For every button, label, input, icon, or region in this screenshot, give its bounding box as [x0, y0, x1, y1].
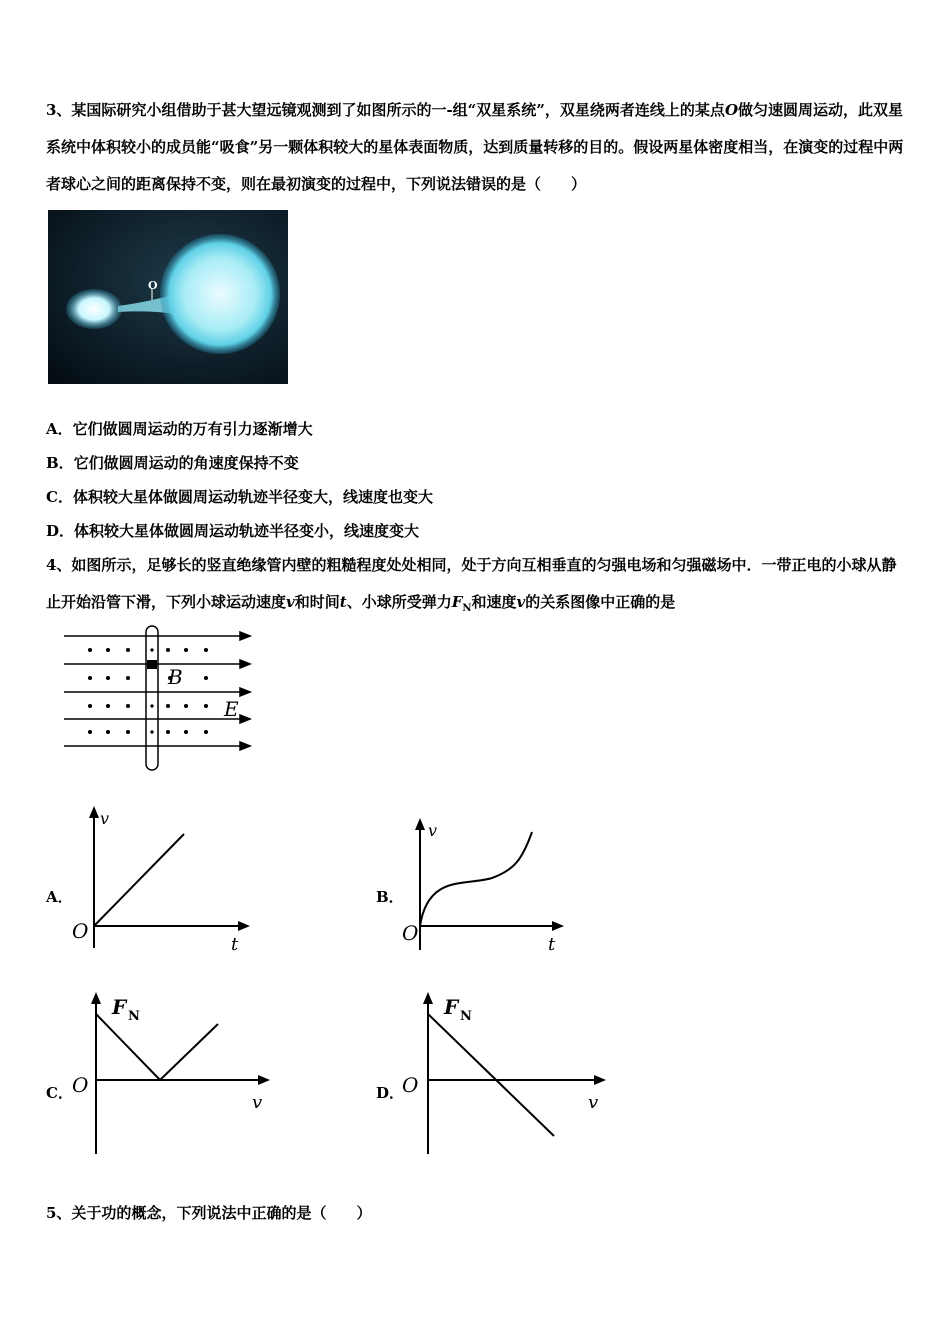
- graph-c-ylabel-sub: N: [128, 1009, 140, 1024]
- graph-d-origin: O: [402, 1073, 419, 1097]
- graph-b-origin: O: [402, 921, 419, 945]
- graph-a-ylabel: v: [100, 809, 110, 828]
- graph-c: [70, 988, 280, 1158]
- graph-b-svg: [396, 814, 576, 954]
- graph-b-curve: [420, 832, 532, 926]
- insulating-tube: [146, 626, 158, 770]
- q3-text-rest: 做匀速圆周运动，此双星系统中体积较小的成员能“吸食”另一颗体积较大的星体表面物质，达到质量转移的目的。假设两星体密度相当，在演变的过程中两者球心之间的距离保持不变，则在最初演变的过程中，下列说法错误的是（ ）: [46, 101, 904, 193]
- graph-a-curve: [94, 834, 184, 926]
- charged-ball: [147, 660, 157, 669]
- field-diagram: [60, 622, 260, 778]
- q3-option-a[interactable]: A．它们做圆周运动的万有引力逐渐增大: [46, 420, 313, 438]
- label-b-field: B: [168, 665, 183, 689]
- label-e-field: E: [224, 697, 239, 721]
- q4-text-3: 、小球所受弹力: [346, 593, 452, 611]
- graph-a-origin: O: [72, 919, 89, 943]
- q4-var-f-sub: N: [462, 603, 472, 614]
- graph-d-xlabel: v: [588, 1092, 599, 1113]
- graph-d-ylabel: F: [444, 995, 459, 1019]
- q3-option-c[interactable]: C．体积较大星体做圆周运动轨迹半径变大，线速度也变大: [46, 488, 433, 506]
- q4-var-t: t: [339, 593, 347, 611]
- graph-b: [396, 814, 576, 954]
- binary-star-image: [48, 210, 288, 384]
- graph-c-curve: [96, 1014, 218, 1080]
- graph-d-svg: [400, 988, 614, 1158]
- binary-star-illustration: [48, 210, 288, 384]
- graph-c-svg: [70, 988, 280, 1158]
- q4-text-4: 和速度: [471, 593, 517, 611]
- q4-option-b[interactable]: B．: [376, 888, 404, 906]
- q3-text-prefix: 3、某国际研究小组借助于甚大望远镜观测到了如图所示的一-组“双星系统”，双星绕两者连线上的某点: [46, 101, 725, 119]
- question-5-stem: 5、关于功的概念，下列说法中正确的是（ ）: [46, 1204, 372, 1222]
- q4-option-a[interactable]: A．: [46, 888, 73, 906]
- graph-d-ylabel-sub: N: [460, 1009, 472, 1024]
- q3-option-b[interactable]: B．它们做圆周运动的角速度保持不变: [46, 454, 299, 472]
- question-4-stem: [46, 547, 908, 627]
- graph-a: [66, 804, 256, 954]
- q3-option-d[interactable]: D．体积较大星体做圆周运动轨迹半径变小，线速度变大: [46, 522, 420, 540]
- q4-option-d[interactable]: D．: [376, 1084, 405, 1102]
- graph-a-xlabel: t: [231, 934, 239, 954]
- graph-d-curve: [428, 1014, 554, 1136]
- image-label-o: O: [148, 279, 158, 292]
- graph-d: [400, 988, 614, 1158]
- graph-b-xlabel: t: [548, 934, 556, 954]
- q4-text-5: 的关系图像中正确的是: [525, 593, 676, 611]
- graph-c-ylabel: F: [112, 995, 127, 1019]
- graph-c-origin: O: [72, 1073, 89, 1097]
- q4-option-c[interactable]: C．: [46, 1084, 73, 1102]
- graph-a-svg: [66, 804, 256, 954]
- graph-c-xlabel: v: [252, 1092, 263, 1113]
- q4-var-v2: v: [516, 593, 526, 611]
- q4-var-v: v: [286, 593, 295, 611]
- field-diagram-svg: [60, 622, 260, 778]
- q3-point-label: O: [724, 101, 739, 119]
- q4-var-f: F: [451, 593, 463, 611]
- q4-text-1: 4、如图所示，足够长的竖直绝缘管内壁的粗糙程度处处相同，处于方向互相垂直的匀强电场和匀强磁场中．一带正电的小球从静止开始沿管下滑，下列小球运动速度: [46, 556, 897, 611]
- graph-b-ylabel: v: [428, 821, 438, 840]
- q4-text-2: 和时间: [294, 593, 340, 611]
- question-3-stem: [46, 92, 908, 203]
